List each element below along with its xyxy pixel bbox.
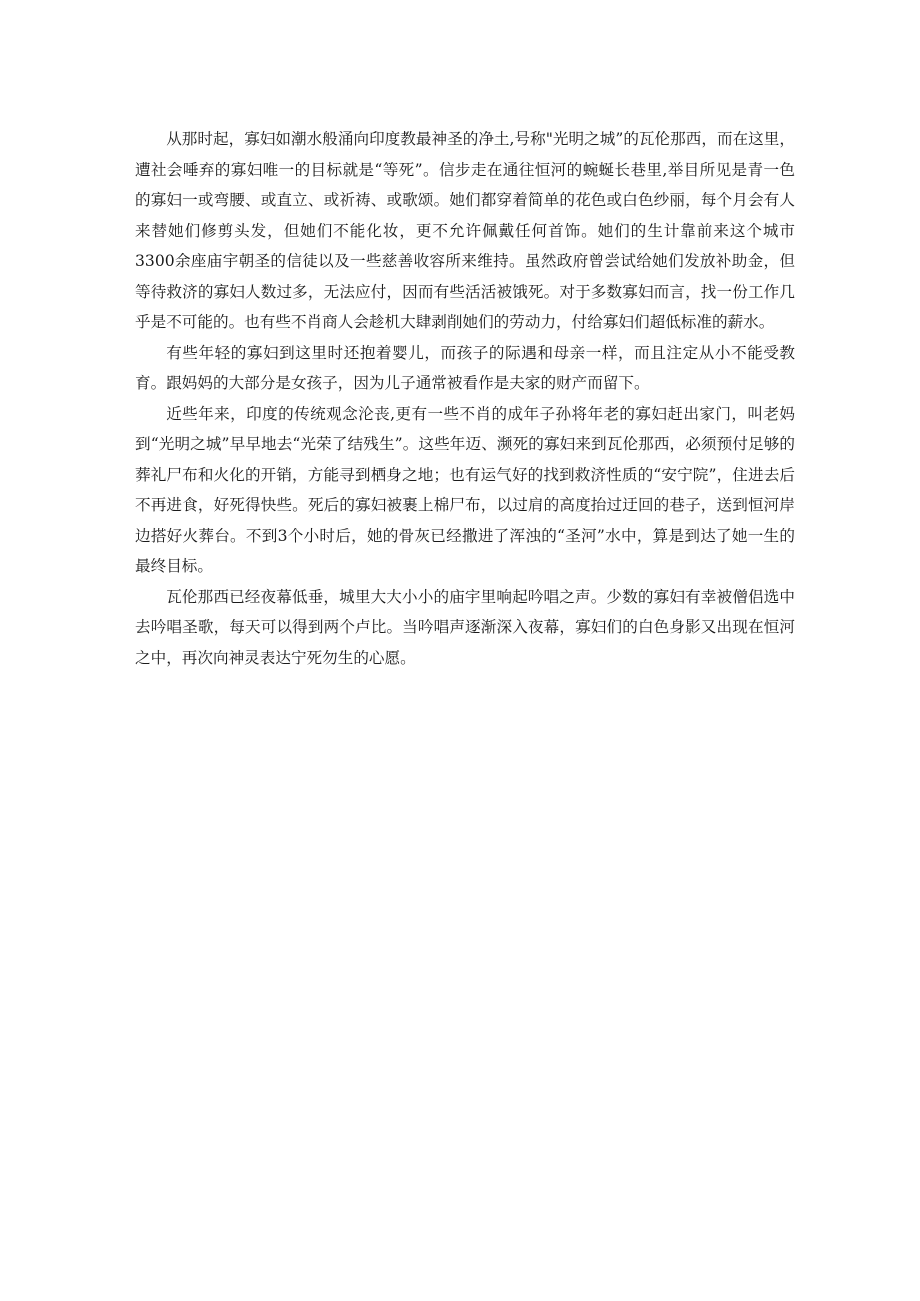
paragraph-4: 瓦伦那西已经夜幕低垂，城里大大小小的庙宇里响起吟唱之声。少数的寡妇有幸被僧侣选中去吟唱圣歌，每天可以得到两个卢比。当吟唱声逐渐深入夜幕，寡妇们的白色身影又出现在恒河之中，再次向神灵表达宁死勿生的心愿。 bbox=[135, 587, 795, 667]
paragraph-1: 从那时起，寡妇如潮水般涌向印度教最神圣的净土,号称"光明之城”的瓦伦那西，而在这里，遭社会唾弃的寡妇唯一的目标就是“等死”。信步走在通往恒河的蜿蜒长巷里,举目所见是青一色的寡妇一或弯腰、或直立、或祈祷、或歌颂。她们都穿着简单的花色或白色纱丽，每个月会有人来替她们修剪头发，但她们不能化妆，更不允许佩戴任何首饰。她们的生计靠前来这个城市3300余座庙宇朝圣的信徒以及一些慈善收容所来维持。虽然政府曾尝试给她们发放补助金，但等待救济的寡妇人数过多，无法应付，因而有些活活被饿死。对于多数寡妇而言，找一份工作几乎是不可能的。也有些不肖商人会趁机大肆剥削她们的劳动力，付给寡妇们超低标准的薪水。 bbox=[135, 130, 795, 331]
paragraph-3: 近些年来，印度的传统观念沦丧,更有一些不肖的成年子孙将年老的寡妇赶出家门，叫老妈到“光明之城”早早地去“光荣了结残生”。这些年迈、濒死的寡妇来到瓦伦那西，必须预付足够的葬礼尸布和火化的开销，方能寻到栖身之地；也有运气好的找到救济性质的“安宁院”，住进去后不再进食，好死得快些。死后的寡妇被裹上棉尸布，以过肩的高度抬过迂回的巷子，送到恒河岸边搭好火葬台。不到3个小时后，她的骨灰已经撒进了浑浊的“圣河”水中，算是到达了她一生的最终目标。 bbox=[135, 404, 795, 575]
paragraph-2: 有些年轻的寡妇到这里时还抱着婴儿，而孩子的际遇和母亲一样，而且注定从小不能受教育。跟妈妈的大部分是女孩子，因为儿子通常被看作是夫家的财产而留下。 bbox=[135, 343, 795, 392]
article-body bbox=[135, 124, 795, 673]
